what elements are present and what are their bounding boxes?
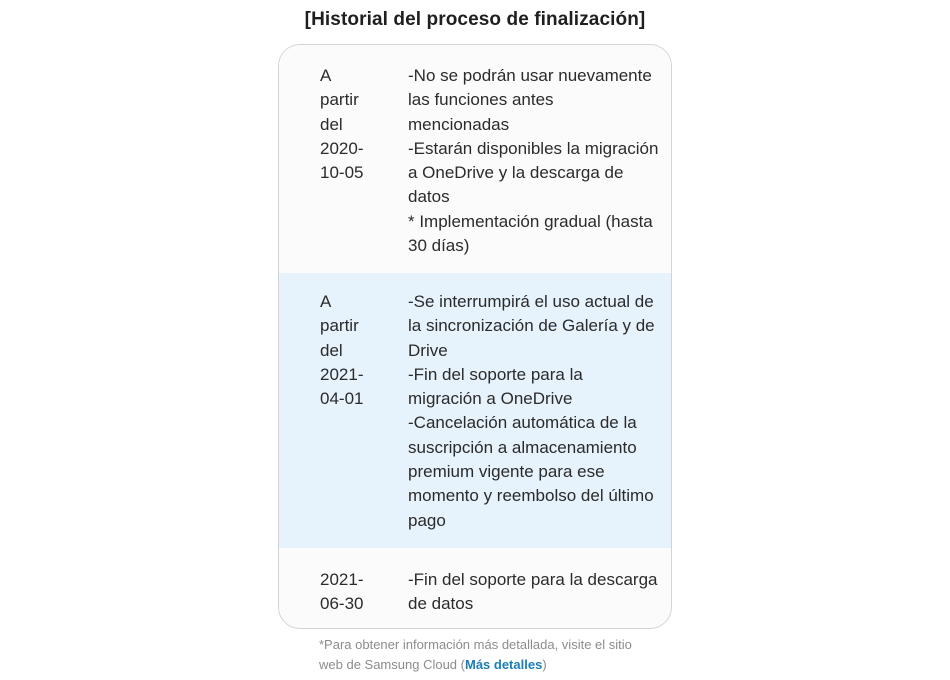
timeline-date: A partir del 2020- 10-05 <box>320 66 364 183</box>
page-title: [Historial del proceso de finalización] <box>304 9 646 30</box>
timeline-card <box>278 44 672 629</box>
timeline-description: -Se interrumpirá el uso actual de la sincronización de Galería y de Drive -Fin del soporte para la migración a OneDrive -Cancelación automática de la suscripción a almacenamiento premium vigente para ese momento y reembolso del último pago <box>408 292 655 530</box>
more-details-link[interactable]: Más detalles <box>464 657 543 672</box>
timeline-description: -No se podrán usar nuevamente las funciones antes mencionadas -Estarán disponibles la migración a OneDrive y la descarga de datos * Implementación gradual (hasta 30 días) <box>408 66 659 256</box>
footnote <box>319 635 649 675</box>
footnote-text: *Para obtener información más detallada, visite el sitio web de Samsung Cloud ( <box>319 637 632 672</box>
timeline-date: A partir del 2021- 04-01 <box>320 292 364 409</box>
footnote-suffix: ) <box>542 657 547 672</box>
timeline-row <box>279 548 672 629</box>
timeline-description: -Fin del soporte para la descarga de datos <box>408 570 658 614</box>
timeline-row-highlighted <box>279 273 672 548</box>
timeline-date: 2021- 06-30 <box>320 570 364 614</box>
timeline-row <box>279 45 672 273</box>
